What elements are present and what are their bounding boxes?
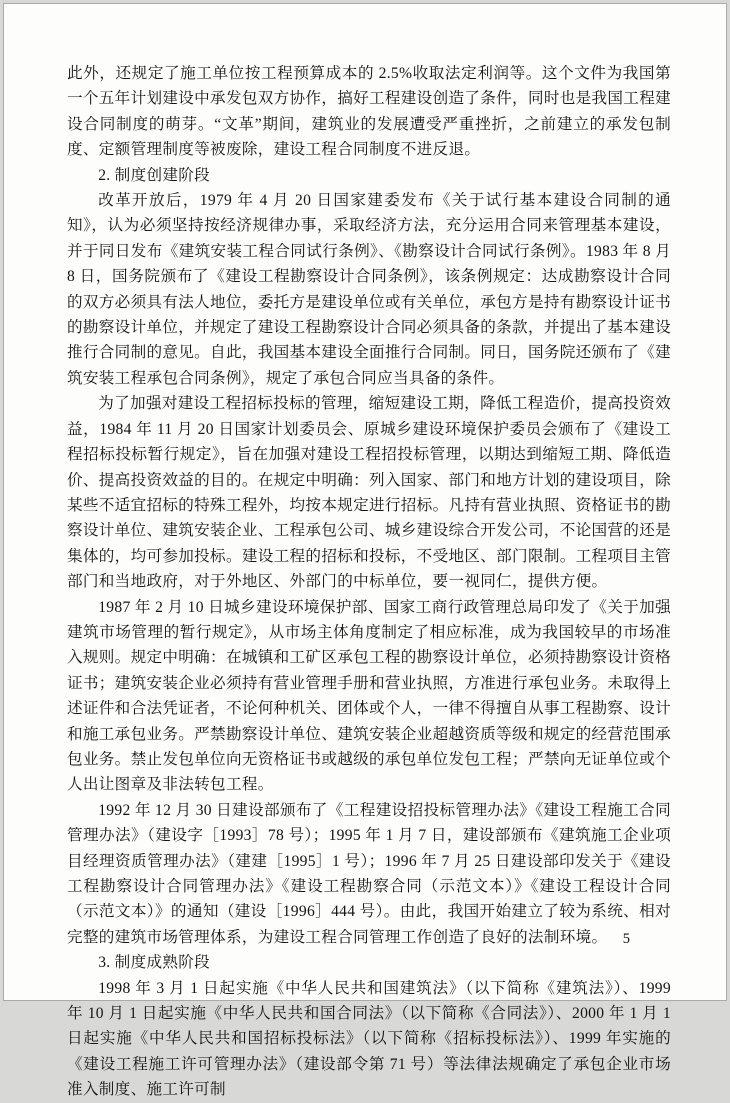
paragraph: 1998 年 3 月 1 日起实施《中华人民共和国建筑法》（以下简称《建筑法》）、1999 年 10 月 1 日起实施《中华人民共和国合同法》（以下简称《合同法》）、2000 年 1 月 1 日起实施《中华人民共和国招标投标法》（以下简称《招标投标法》）、1999 年实施的《建设工程施工许可管理办法》（建设部令第 71 号）等法律法规确定了承包企业市场准入制度、施工许可制	[67, 979, 671, 1099]
paragraph: 1987 年 2 月 10 日城乡建设环境保护部、国家工商行政管理总局印发了《关于加强建筑市场管理的暂行规定》，从市场主体角度制定了相应标准，成为我国较早的市场准入规则。规定中明确：在城镇和工矿区承包工程的勘察设计单位，必须持勘察设计资格证书；建筑安装企业必须持有营业管理手册和营业执照，方准进行承包业务。未取得上述证件和合法凭证者，不论何种机关、团体或个人，一律不得擅自从事工程勘察、设计和施工承包业务。严禁勘察设计单位、建筑安装企业超越资质等级和规定的经营范围承包业务。禁止发包单位向无资格证书或越级的承包单位发包工程；严禁向无证单位或个人出让图章及非法转包工程。	[67, 598, 671, 794]
text-block	[67, 61, 671, 1103]
page-number: 5	[622, 931, 630, 947]
section-heading-2: 2. 制度创建阶段	[98, 166, 211, 184]
paragraph: 改革开放后，1979 年 4 月 20 日国家建委发布《关于试行基本建设合同制的通知》，认为必须坚持按经济规律办事，采取经济方法，充分运用合同来管理基本建设，并于同日发布《建筑安装工程合同试行条例》、《勘察设计合同试行条例》。1983 年 8 月 8 日，国务院颁布了《建设工程勘察设计合同条例》，该条例规定：达成勘察设计合同的双方必须具有法人地位，委托方是建设单位或有关单位，承包方是持有勘察设计证书的勘察设计单位，并规定了建设工程勘察设计合同必须具备的条款，并提出了基本建设推行合同制的意见。自此，我国基本建设全面推行合同制。同日，国务院还颁布了《建筑安装工程承包合同条例》，规定了承包合同应当具备的条件。	[67, 192, 671, 387]
section-heading-3: 3. 制度成熟阶段	[98, 954, 211, 972]
paragraph: 1992 年 12 月 30 日建设部颁布了《工程建设招投标管理办法》《建设工程施工合同管理办法》（建设字［1993］78 号）；1995 年 1 月 7 日，建设部颁布《建筑施工企业项目经理资质管理办法》（建建［1995］1 号）；1996 年 7 月 25 日建设部印发关于《建设工程勘察设计合同管理办法》《建设工程勘察合同（示范文本）》《建设工程设计合同（示范文本）》的通知（建设［1996］444 号）。由此，我国开始建立了较为系统、相对完整的建筑市场管理体系，为建设工程合同管理工作创造了良好的法制环境。	[67, 801, 671, 946]
paragraph: 为了加强对建设工程招标投标的管理，缩短建设工期，降低工程造价，提高投资效益，1984 年 11 月 20 日国家计划委员会、原城乡建设环境保护委员会颁布了《建设工程招标投标暂行规定》，旨在加强对建设工程招投标管理，以期达到缩短工期、降低造价、提高投资效益的目的。在规定中明确：列入国家、部门和地方计划的建设项目，除某些不适宜招标的特殊工程外，均按本规定进行招标。凡持有营业执照、资格证书的勘察设计单位、建筑安装企业、工程承包公司、城乡建设综合开发公司，不论国营的还是集体的，均可参加投标。建设工程的招标和投标，不受地区、部门限制。工程项目主管部门和当地政府，对于外地区、外部门的中标单位，要一视同仁，提供方便。	[67, 395, 671, 591]
document-page	[3, 3, 727, 1099]
paragraph-continuation: 此外，还规定了施工单位按工程预算成本的 2.5%收取法定利润等。这个文件为我国第一个五年计划建设中承发包双方协作，搞好工程建设创造了条件，同时也是我国工程建设合同制度的萌芽。“文革”期间，建筑业的发展遭受严重挫折，之前建立的承发包制度、定额管理制度等被废除，建设工程合同制度不进反退。	[67, 65, 671, 159]
